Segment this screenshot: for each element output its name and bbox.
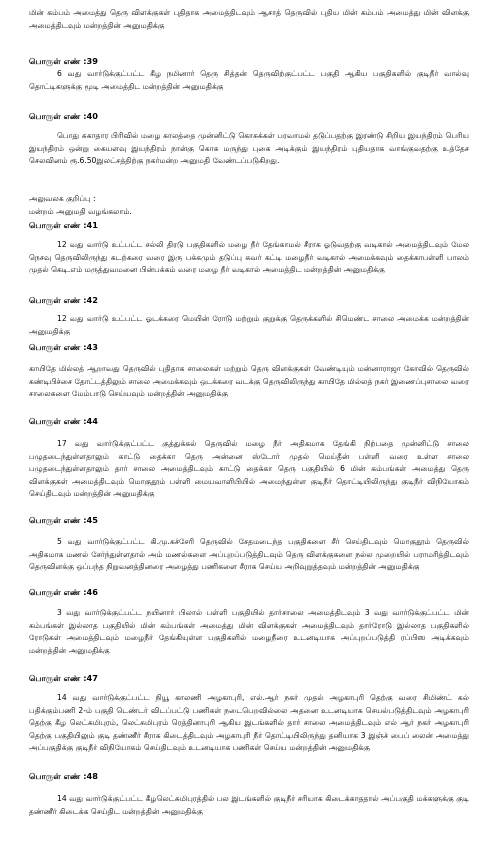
item-heading: பொருள் எண் :40: [29, 111, 98, 121]
top-paragraph: மின் கம்பம் அமைத்து தெரு விளக்குகள் புதிதாக அமைத்திடவும் ஆசாத் தெருவில் புதிய மின் கம்பம் அமைத்து மின் விளக்கு அமைத்திடவும் மன்றத்தின் அனுமதிக்கு: [29, 8, 469, 30]
item-body: 17 வது வார்டுக்குட்பட்ட குத்துக்கல் தெருவில் மழை நீர் அதிகமாக தேங்கி நிற்பதை முன்னிட்டு சாலை பழுதடைந்துள்ளதாலும் காட்டு தைக்கா தெரு அன்னை ஸ்டோர் முதல் மெய்தீன் பள்ளி வரை உள்ள சாலை பழுதடைந்துள்ளதாலும் தார் சாலை அமைத்திடவும் காட்டு தைக்கா தெரு பகுதியில் 6 மின் கம்பங்கள் அமைத்து தெரு விளக்குகள் அமைத்திடவும் மொகுதூம் பள்ளி மையவாளிபியில் அமைந்துள்ள குடிநீர் தொட்டியிலிருந்து குடிநீர் விநியோகம் செய்திடவும் மன்றத்தின் அனுமதிக்கு: [29, 439, 469, 499]
item-heading: பொருள் எண் :39: [29, 56, 98, 66]
office-note-label: அலுவலக குறிப்பு :: [29, 194, 96, 203]
item-body: 12 வது வார்டு உட்பட்ட ஓடக்கரை மெயின் ரோடு மற்றும் குறுக்கு தெருக்களில் சிமெண்ட சாலை அமைக்க மன்றத்தின் அனுமதிக்கு: [29, 314, 469, 336]
item-body: 6 வது வார்டுக்குட்பட்ட கீழ நமினார் தெரு சித்தன் தெருவிற்குட்பட்ட பகுதி ஆகிய பகுதிகளில் குடிநீர் வால்வு தொட்டிகளுக்கு மூடி அமைத்திட மன்றத்தின் அனுமதிக்கு: [29, 69, 469, 91]
item-heading: பொருள் எண் :48: [29, 771, 98, 781]
item-body: 12 வது வார்டு உட்பட்ட சல்லி திரடு பகுதிகளில் மழை நீர் தேங்காமல் சீராக ஓடுவதற்கு வடிகால் அமைத்திடவும் மேல நெசவு தெருவிலிருந்து கடற்கரை வரை இரு பக்கமும் தடுப்பு சுவர் கட்டி மழைநீர் வடிகால் அமைக்கவும் தைக்காபள்ளி பாலம் முதல் கெடி.எம் மருத்துவமனை பின்பக்கம் வரை மழை நீர் வடிகால் அமைத்திட மன்றத்தின் அனுமதிக்கு: [29, 240, 469, 275]
item-body: 3 வது வார்டுக்குட்பட்ட நயினார் பிலால் பள்ளி பகுதியில் தார்சாலை அமைத்திடவும் 3 வது வார்டுக்குட்பட்ட மின் கம்பங்கள் இல்லாத பகுதியில் மின் கம்பங்கள் அமைத்து மின் விளக்குகள் அமைத்திடவும் தார்ரோடு இல்லாத பகுதிகளில் ரோடுகள் அமைத்திடவும் மழைநீர் தேங்கியுள்ள பகுதிகளில் மழைநீரை உடனடியாக அப்புறப்படுத்தி ரப்பிஸ அடிக்கவும் மன்றத்தின் அனுமதிக்கு: [29, 608, 469, 655]
office-note-text: மன்றம் அனுமதி வழங்கலாம்.: [29, 207, 132, 216]
item-heading: பொருள் எண் :42: [29, 295, 98, 305]
item-body: 14 வது வார்டுக்குட்பட்ட கீழலெட்சுமிபுரத்தில் பல இடங்களில் குடிநீர் சரியாக கிடைக்காததால் அப்பகுதி மக்களுக்கு குடி தண்ணீர் கிடைக்க செய்திட மன்றத்தின் அனுமதிக்கு: [29, 794, 469, 816]
item-heading: பொருள் எண் :46: [29, 587, 98, 597]
item-heading: பொருள் எண் :41: [29, 220, 98, 230]
item-body: காயிதே மில்லத் ஆறாவது தெருவில் புதிதாக சாலைகள் மற்றும் தெரு விளக்குகள் வேண்டியும் மன்னாராஜா கோவில் தெருவில் கண்டிபிச்சை தோட்டத்திலும் சாலை அமைக்கவும் ஒடக்கரை வடக்கு தெருவிலிருந்து காயிதே மில்லத் நகர் இணைப்புசாலை வரை சாலைகளை மேம்பாடு செய்யவும் மன்றத்தின் அனுமதிக்கு: [29, 364, 469, 399]
item-body: 5 வது வார்டுக்குட்பட்ட கி.மு.கச்சேரி தெருவில் சேதமடைந்த பகுதிகளை சீர் செய்திடவும் மொகுதூம் தெருவில் அதிகமாக மணல் சேர்ந்துள்ளதால் அம் மணல்களை அப்புறப்படுத்திடவும் தெரு விளக்குகளை நல்ல முறையில் பராமரித்திடவும் தெருவிளக்கு ஒப்பந்த நிறுவனத்தினரை அழைத்து பணிகளை சீராக செய்ய அறிவுறுத்தவும் மன்றத்தின் அனுமதிக்கு: [29, 537, 469, 572]
item-heading: பொருள் எண் :43: [29, 342, 98, 352]
item-heading: பொருள் எண் :44: [29, 416, 98, 426]
item-body: பொது சுகாதார பிரிவில் மழை காலத்தை முன்னிட்டு கொசுக்கள் பரவாமல் தடுப்பதற்கு இரண்டு சிறிய இயந்திரம் பெரிய இயந்திரம் ஒன்று கையளவு இயந்திரம் நான்கு கொசு மருந்து புகை அடிக்கும் இயந்திரம் புதியதாக வாங்குவதற்கு உத்தேச செலவினம் ரூ.6.50இலட்சத்திற்கு நகர்மன்ற அனுமதி வேண்டப்படுகிறது.: [29, 131, 469, 166]
item-body: 14 வது வார்டுக்குட்பட்ட நியூ காலணி அழகாபுரி, எல்.ஆர் நகர் முதல் அழகாபுரி தெற்கு வரை சிமிண்ட் கல் பதிக்கும்பணி 2-ம் பகுதி டெண்டர் விடப்பட்டு பணிகள் நடைபெறவில்லை அதனை உடனடியாக செயல்படுத்திடவும் அழகாபுரி தெற்கு கீழ லெட்சுமிபுரம், லெட்சுமிபுரம் ரெத்தினாபுரி ஆகிய இடங்களில் தார் சாலை அமைத்திடவும் எல் ஆர் நகர் அழகாபுரி தெற்கு பகுதியிலும் குடி தண்ணீர் சீராக கிடைத்திடவும் அழகாபுரி நீர் தொட்டியிலிருந்து தனியாக 3 இஞ்ச் பைப் லைன் அமைத்து அப்பகுதிக்கு குடிநீர் விநியோகம் செய்திடவும் உடனடியாக பணிகள் செய்ய மன்றத்தின் அனுமதிக்கு: [29, 693, 469, 753]
item-heading: பொருள் எண் :45: [29, 515, 98, 525]
item-heading: பொருள் எண் :47: [29, 673, 98, 683]
